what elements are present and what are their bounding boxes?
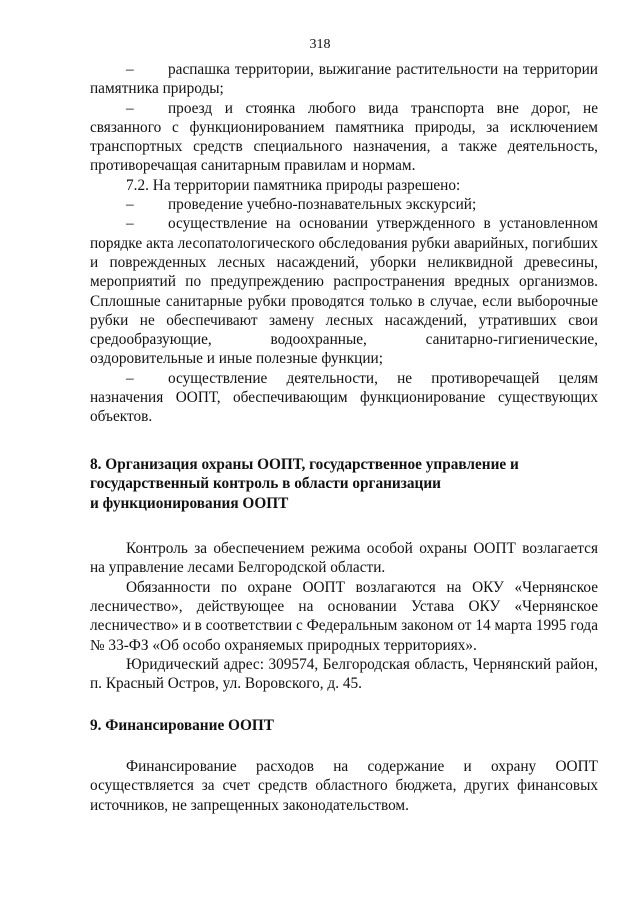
paragraph: Финансирование расходов на содержание и охрану ООПТ осуществляется за счет средств областного бюджета, других финансовых источников, не запрещенных законодательством. [90,758,598,814]
list-item-text: проезд и стоянка любого вида транспорта вне дорог, не связанного с функционированием памятника природы, за исключением транспортных средств специального назначения, а также деятельность, противоречащая санитарным правилам и нормам. [90,99,598,175]
list-item-text: осуществление деятельности, не противоречащей целям назначения ООПТ, обеспечивающим функционирование существующих объектов. [90,369,598,426]
section-8-heading-line-1: 8. Организация охраны ООПТ, государственное управление и [90,455,519,473]
list-dash: – [126,369,134,387]
document-body [90,60,598,815]
list-dash: – [126,61,134,78]
section-8-heading-line-2: государственный контроль в области организации [90,475,441,493]
list-item [90,60,598,99]
list-item [90,214,598,368]
paragraph: Контроль за обеспечением режима особой охраны ООПТ возлагается на управление лесами Белгородской области. [90,540,598,577]
subsection-intro [90,176,598,195]
subsection-intro-text: 7.2. На территории памятника природы разрешено: [126,176,461,194]
list-item [90,369,598,427]
list-item-text: проведение учебно-познавательных экскурсий; [168,196,477,214]
list-item [90,99,598,176]
paragraph: Обязанности по охране ООПТ возлагаются на ОКУ «Чернянское лесничество», действующее на основании Устава ОКУ «Чернянское лесничество» и в соответствии с Федеральным законом от 14 марта 1995 года № 33-ФЗ «Об особо охраняемых природных территориях». [90,578,598,654]
paragraph: Юридический адрес: 309574, Белгородская область, Чернянский район, п. Красный Остров, ул. Воровского, д. 45. [90,655,598,693]
section-8-heading-line-3: и функционирования ООПТ [90,494,289,512]
page-number: 318 [309,37,331,52]
list-dash: – [126,215,134,233]
list-item [90,195,598,214]
list-item-text: осуществление на основании утвержденного в установленном порядке акта лесопатологического обследования рубки аварийных, погибших и поврежденных лесных насаждений, уборки неликвидной древесины, мероприятий по предупреждению распространения вредных организмов. Сплошные санитарные рубки проводятся только в случае, если выборочные рубки не обеспечивают замену лесных насаждений, утративших свои средообразующие, водоохранные, санитарно-гигиенические, оздоровительные и иные полезные функции; [90,215,598,368]
list-dash: – [126,99,134,117]
list-dash: – [126,196,134,214]
list-item-text: распашка территории, выжигание растительности на территории памятника природы; [90,61,598,98]
section-9-heading: 9. Финансирование ООПТ [90,716,274,734]
